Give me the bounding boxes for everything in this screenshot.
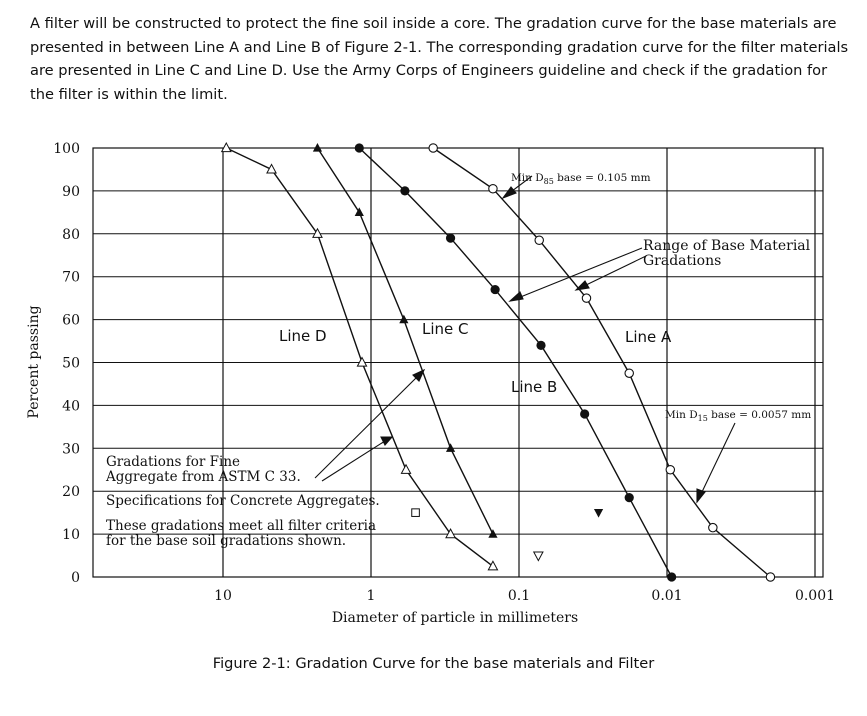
series-line-c-point-3 (446, 443, 455, 452)
series-line-d-point-6 (488, 561, 497, 570)
min-d85-label (511, 172, 651, 186)
extra-marker-open-down-triangle-2 (534, 552, 543, 561)
range-label-line2: Gradations (643, 253, 722, 269)
series-line-b-point-0 (355, 143, 364, 152)
specifications-text: Specifications for Concrete Aggregates. (106, 493, 380, 509)
range-arrowhead-b (510, 292, 523, 301)
series-line-d-point-3 (357, 358, 366, 367)
series-line-b-point-7 (667, 572, 676, 581)
gradations-line2: Aggregate from ASTM C 33. (106, 469, 301, 485)
series-line-b-point-4 (536, 341, 545, 350)
series-line-c-point-0 (313, 143, 322, 152)
min-d15-suffix: base = 0.0057 mm (707, 409, 812, 421)
series-line-a-point-3 (582, 294, 590, 302)
line-c-label: Line C (422, 320, 469, 338)
series-line-b-point-5 (580, 409, 589, 418)
series-line-a-point-7 (766, 573, 774, 581)
these-gradations-line1: These gradations meet all filter criteria (106, 518, 377, 534)
min-d15-prefix: Min D (665, 409, 698, 421)
min-d15-subscript: 15 (697, 414, 708, 423)
series-line-a-point-4 (625, 369, 633, 377)
range-arrow-a (584, 256, 646, 286)
y-tick-label-20: 20 (62, 484, 80, 501)
fine-arrowhead-lower (381, 437, 392, 445)
y-tick-label-30: 30 (62, 441, 80, 458)
d85-arrowhead (503, 187, 516, 198)
series-line-c-point-2 (399, 315, 408, 324)
series-line-b-point-6 (625, 493, 634, 502)
y-tick-label-60: 60 (62, 312, 80, 329)
data-markers (412, 509, 603, 561)
series-line-c-point-4 (488, 529, 497, 538)
problem-statement: A filter will be constructed to protect the fine soil inside a core. The gradation curve for the base materials are presented in between Line A and Line B of Figure 2-1. The corresponding gradation curve for the filter materials are presented in Line C and Line D. Use the Army Corps of Engineers guideline and check if the gradation for the filter is within the limit. (30, 15, 849, 103)
extra-marker-open-square-0 (412, 509, 420, 517)
series-line-d-point-1 (267, 164, 276, 173)
y-axis-label: Percent passing (26, 305, 42, 419)
series-line-a-point-0 (429, 144, 437, 152)
x-tick-label-0.1: 0.1 (507, 588, 531, 604)
y-tick-label-40: 40 (62, 398, 80, 415)
line-b-label: Line B (511, 378, 558, 396)
y-tick-label-80: 80 (62, 226, 80, 243)
grid-lines (93, 148, 823, 577)
min-d85-subscript: 85 (543, 177, 554, 186)
series-line-a-point-1 (489, 185, 497, 193)
series-line-b-point-1 (400, 186, 409, 195)
y-tick-label-100: 100 (53, 141, 80, 157)
x-tick-label-0.01: 0.01 (651, 588, 683, 604)
x-axis-label: Diameter of particle in millimeters (331, 610, 579, 626)
figure-caption: Figure 2-1: Gradation Curve for the base materials and Filter (212, 655, 655, 672)
min-d85-prefix: Min D (511, 172, 544, 184)
line-a-label: Line A (625, 328, 672, 346)
x-tick-label-10: 10 (214, 588, 232, 604)
y-tick-label-90: 90 (62, 183, 80, 200)
series-line-b-point-3 (491, 285, 500, 294)
range-label-line1: Range of Base Material (643, 238, 811, 254)
y-tick-label-70: 70 (62, 269, 80, 286)
line-d-label: Line D (279, 327, 327, 345)
x-tick-label-0.001: 0.001 (794, 588, 836, 604)
series-line-a-point-5 (666, 466, 674, 474)
y-tick-label-0: 0 (71, 570, 80, 586)
series-line-c-line (317, 148, 492, 534)
series-line-a-point-2 (535, 236, 543, 244)
series-line-a-point-6 (709, 523, 717, 531)
min-d85-suffix: base = 0.105 mm (553, 172, 651, 184)
x-tick-label-1: 1 (366, 588, 376, 604)
d15-arrow (701, 423, 735, 494)
y-tick-label-10: 10 (62, 527, 80, 544)
y-tick-label-50: 50 (62, 355, 80, 372)
gradations-line1: Gradations for Fine (106, 454, 240, 470)
range-arrowhead-a (576, 281, 589, 290)
series-line-d-point-4 (401, 465, 410, 474)
extra-marker-filled-down-triangle-1 (594, 509, 603, 518)
series-line-b-point-2 (446, 233, 455, 242)
min-d15-label (665, 409, 811, 423)
series-line-d-point-0 (222, 143, 231, 152)
these-gradations-line2: for the base soil gradations shown. (106, 533, 347, 549)
